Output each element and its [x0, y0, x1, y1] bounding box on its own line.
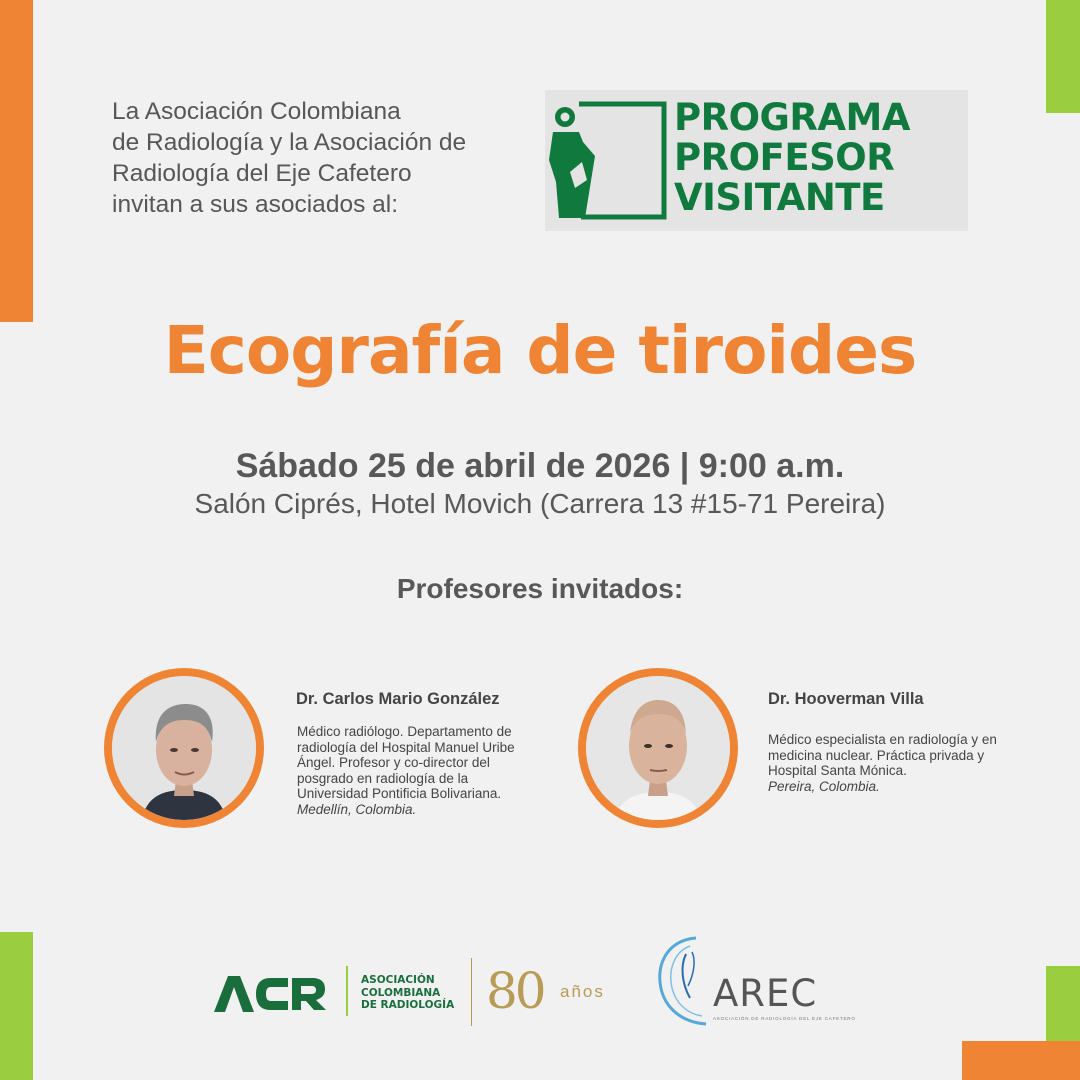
anniversary-number: 80	[486, 962, 544, 1020]
professor-photo	[578, 668, 738, 828]
person-photo-icon	[586, 676, 730, 820]
professor-description	[768, 732, 997, 794]
description-line: Ángel. Profesor y co-director del	[297, 755, 490, 770]
description-line: Universidad Pontificia Bolivariana.	[297, 786, 502, 801]
arec-logo-text: AREC	[713, 972, 818, 1015]
footer-divider	[471, 958, 472, 1026]
intro-line: Radiología del Eje Cafetero	[112, 160, 412, 187]
description-line: Hospital Santa Mónica.	[768, 763, 907, 778]
intro-text	[112, 96, 532, 220]
arec-logo-icon	[650, 930, 720, 1030]
intro-line: de Radiología y la Asociación de	[112, 129, 467, 156]
acr-text-line: ASOCIACIÓN	[361, 974, 435, 986]
professor-description	[297, 724, 515, 817]
program-logo-line: VISITANTE	[674, 176, 885, 219]
person-photo-icon	[112, 676, 256, 820]
professor-name: Dr. Hooverman Villa	[768, 690, 924, 708]
professor-photo	[104, 668, 264, 828]
intro-line: La Asociación Colombiana	[112, 98, 401, 125]
program-logo-line: PROGRAMA	[674, 96, 911, 139]
arec-subtitle: ASOCIACIÓN DE RADIOLOGÍA DEL EJE CAFETERO	[713, 1016, 856, 1021]
description-line: Médico especialista en radiología y en	[768, 732, 997, 747]
program-logo-text	[674, 98, 910, 218]
acr-text	[361, 974, 454, 1012]
green-bar-bottom-right	[1046, 966, 1080, 1041]
acr-logo	[212, 970, 330, 1014]
acr-text-line: DE RADIOLOGÍA	[361, 999, 455, 1011]
description-line: medicina nuclear. Práctica privada y	[768, 747, 985, 763]
professor-podium-icon	[545, 90, 670, 231]
description-line: posgrado en radiología de la	[297, 770, 469, 786]
orange-bar-bottom-right	[962, 1041, 1080, 1080]
intro-line: invitan a sus asociados al:	[112, 191, 398, 218]
programa-profesor-visitante-logo	[545, 90, 968, 231]
anniversary-text: años	[560, 982, 605, 1001]
event-venue: Salón Ciprés, Hotel Movich (Carrera 13 #15-71 Pereira)	[194, 488, 886, 519]
footer-divider	[346, 966, 348, 1016]
professor-name: Dr. Carlos Mario González	[296, 690, 500, 708]
event-title: Ecografía de tiroides	[163, 312, 917, 389]
event-date: Sábado 25 de abril de 2026 | 9:00 a.m.	[235, 447, 845, 485]
green-bar-bottom-left	[0, 932, 33, 1080]
acr-text-line: COLOMBIANA	[361, 986, 441, 999]
program-logo-line: PROFESOR	[674, 136, 895, 179]
orange-bar-top-left	[0, 0, 33, 322]
description-line: Médico radiólogo. Departamento de	[297, 724, 512, 739]
professor-location: Medellín, Colombia.	[297, 801, 417, 817]
description-line: radiología del Hospital Manuel Uribe	[297, 739, 515, 755]
green-bar-top-right	[1046, 0, 1080, 113]
professor-location: Pereira, Colombia.	[768, 778, 880, 794]
professors-heading: Profesores invitados:	[396, 573, 684, 604]
